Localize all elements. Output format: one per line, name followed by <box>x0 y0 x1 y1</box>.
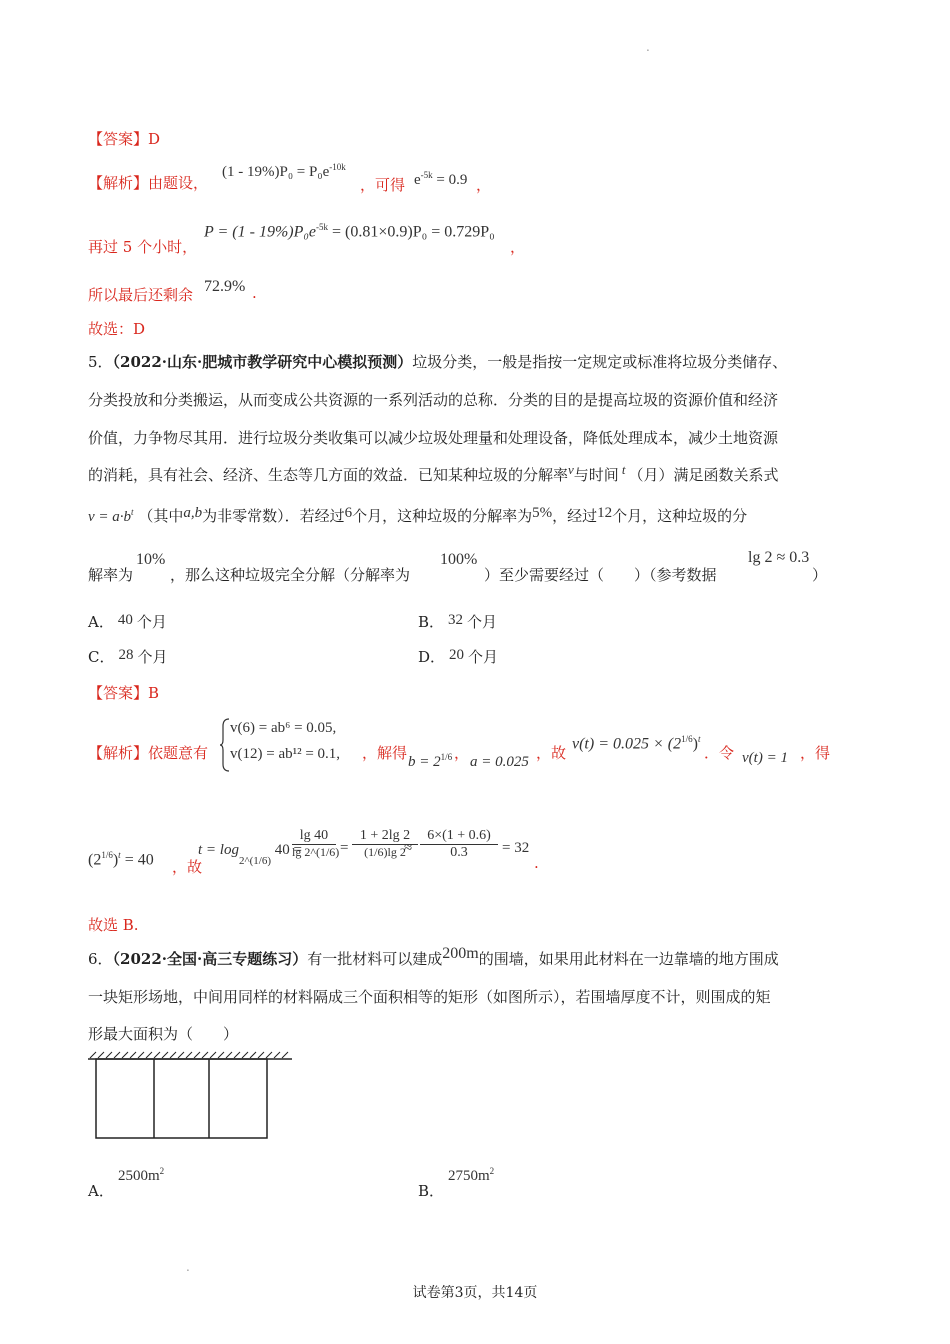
q5-line4c: （月）满足函数关系式 <box>628 466 779 484</box>
q5-result: = 32 <box>502 840 530 856</box>
q5-var-t: t <box>621 462 626 477</box>
q5-line5e: 个月，这种垃圾的分 <box>612 507 748 525</box>
q5-comma: ， <box>454 744 470 762</box>
q4-eq2-rhs: = 0.9 <box>436 172 468 188</box>
q5-end: . <box>534 854 539 872</box>
q6-figure-fence <box>96 1059 267 1138</box>
q5-formula-exp: t <box>131 507 134 517</box>
q5-option-b-val: 32 <box>448 612 464 628</box>
q4-analysis-line <box>88 172 208 193</box>
q5-solve: ，解得 <box>362 744 408 762</box>
q5-five-pct: 5% <box>532 505 553 521</box>
q4-eq3-rhs: = (0.81×0.9)P₀ = 0.729P₀ <box>332 223 495 241</box>
q5-choose: 故选 B. <box>88 916 139 934</box>
q5-option-b-label: B． <box>418 613 445 631</box>
q5-system-eq1: v(6) = ab⁶ = 0.05, <box>230 720 337 736</box>
q5-line6b: ，那么这种垃圾完全分解（分解率为 <box>170 566 411 584</box>
q6-figure <box>88 1050 294 1142</box>
q5-formula: v = a·b <box>88 509 132 525</box>
q5-frac2-num: 1 + 2lg 2 <box>352 828 418 845</box>
q4-can-get: ，可得 <box>360 176 406 194</box>
q6-line1 <box>88 945 779 971</box>
q5-twelve: 12 <box>597 505 613 521</box>
q5-approx: ≈ <box>404 840 413 856</box>
q5-line4a: 的消耗，具有社会、经济、生态等几方面的效益．已知某种垃圾的分解率 <box>88 466 569 484</box>
q5-option-b-unit: 个月 <box>467 613 498 631</box>
q5-a-eq: a = 0.025 <box>470 754 529 770</box>
q5-frac3 <box>420 828 498 861</box>
q5-log-eq <box>198 842 302 867</box>
q4-analysis-label: 【解析】由题设， <box>88 174 209 192</box>
q6-line1b: 的围墙，如果用此材料在一边靠墙的地方围成 <box>478 950 779 968</box>
q5-line5a: （其中 <box>138 507 184 525</box>
q4-eq1-exp: -10k <box>329 162 346 172</box>
q5-therefore: ，故 <box>536 744 567 762</box>
q5-option-c-label: C． <box>88 648 115 666</box>
q5-vt-exp: 1/6 <box>681 734 693 744</box>
q5-system-brace <box>220 718 230 772</box>
q5-option-d-val: 20 <box>449 647 465 663</box>
q5-analysis-label: 【解析】依题意有 <box>88 744 209 762</box>
q5-t-log: t = log <box>198 842 239 858</box>
q5-vt-eq <box>572 734 700 753</box>
q4-period: . <box>252 284 257 302</box>
q6-option-b-label: B． <box>418 1182 445 1200</box>
q6-figure-wall-hatch <box>90 1052 288 1058</box>
q5-vt-t: t <box>697 734 701 744</box>
q5-line1-tail: 垃圾分类，一般是指按一定规定或标准将垃圾分类储存、 <box>412 353 788 371</box>
q4-eq3-main: P = (1 - 19%)P₀e <box>204 223 317 241</box>
q5-six: 6 <box>344 505 353 521</box>
q5-option-a-unit: 个月 <box>136 613 167 631</box>
q5-frac1 <box>292 828 340 860</box>
q6-option-b[interactable] <box>418 1180 444 1201</box>
q5-pow-eq <box>88 850 154 869</box>
q5-line5 <box>88 501 747 528</box>
q6-source: （2022·全国·高三专题练习） <box>112 950 308 968</box>
q5-line3: 价值，力争物尽其用．进行垃圾分类收集可以减少垃圾处理量和处理设备，降低处理成本，减少土地资源 <box>88 429 779 447</box>
q5-option-a[interactable] <box>88 611 167 632</box>
q5-hundred-pct: 100% <box>440 551 478 568</box>
q5-ten-pct: 10% <box>136 551 166 568</box>
q4-eq1 <box>222 162 346 181</box>
q4-eq2 <box>414 170 467 189</box>
q5-vt-one: v(t) = 1 <box>742 750 788 766</box>
q5-var-v: v <box>568 462 574 477</box>
q5-hence: ，故 <box>172 858 203 876</box>
q6-line1a: 有一批材料可以建成 <box>307 950 443 968</box>
q4-eq3 <box>204 222 495 241</box>
q5-ab: a,b <box>183 505 203 521</box>
q6-line2: 一块矩形场地，中间用同样的材料隔成三个面积相等的矩形（如图所示），若围墙厚度不计，则围成的矩 <box>88 988 771 1006</box>
q5-source: （2022·山东·肥城市教学研究中心模拟预测） <box>112 353 413 371</box>
q6-num: 6． <box>88 950 113 968</box>
q4-after5: 再过 5 个小时， <box>88 238 198 256</box>
q5-pow-exp: 1/6 <box>101 850 113 860</box>
q5-system-eq2: v(12) = ab¹² = 0.1, <box>230 746 341 762</box>
q4-eq2-base: e <box>414 172 421 188</box>
q6-option-a-exp: 2 <box>159 1166 165 1176</box>
q5-option-b[interactable] <box>418 611 497 632</box>
q6-option-a-value <box>118 1166 164 1185</box>
q6-line3: 形最大面积为（ ） <box>88 1025 239 1043</box>
q5-b-eq-main: b = 2 <box>408 754 441 770</box>
q6-option-b-val: 2750m <box>448 1168 490 1184</box>
q6-option-a-val: 2500m <box>118 1168 160 1184</box>
q5-line4 <box>88 464 778 487</box>
q5-line4b: 与时间 <box>573 466 619 484</box>
q4-eq1-main: (1 - 19%)P₀ = P₀e <box>222 164 330 180</box>
q5-line5c: 个月，这种垃圾的分解率为 <box>352 507 533 525</box>
q5-line2: 分类投放和分类搬运，从而变成公共资源的一系列活动的总称．分类的目的是提高垃圾的资源价值和经济 <box>88 391 779 409</box>
q5-pow-rhs: = 40 <box>124 851 154 869</box>
q5-vt-eq-main: v(t) = 0.025 × (2 <box>572 735 682 753</box>
q5-option-c-val: 28 <box>118 647 134 663</box>
q5-vt-close: ) <box>692 735 698 753</box>
q6-option-b-exp: 2 <box>489 1166 495 1176</box>
q5-frac2-den: (1/6)lg 2 <box>364 845 406 859</box>
q5-b-eq-exp: 1/6 <box>440 752 453 762</box>
q5-line6 <box>88 564 133 585</box>
q4-eq3-exp: -5k <box>316 222 329 232</box>
q5-get: ，得 <box>800 744 831 762</box>
q5-b-eq <box>408 752 452 771</box>
q5-option-a-label: A． <box>88 613 114 631</box>
q5-option-c-unit: 个月 <box>137 648 168 666</box>
q4-eq2-exp: -5k <box>420 170 433 180</box>
q5-option-d[interactable] <box>418 646 498 667</box>
q6-len: 200m <box>442 945 479 962</box>
q6-option-b-value <box>448 1166 494 1185</box>
q6-option-a-label: A． <box>88 1182 114 1200</box>
bottom-dot: . <box>186 1260 190 1274</box>
q4-remaining-line <box>88 284 193 305</box>
q5-pow-t: t <box>118 850 121 860</box>
q6-option-a[interactable] <box>88 1180 114 1201</box>
q5-option-c[interactable] <box>88 646 168 667</box>
q5-frac3-den: 0.3 <box>450 845 468 860</box>
q4-comma2: ， <box>510 238 526 256</box>
q5-log-base: 2^(1/6) <box>238 855 272 867</box>
q5-num: 5． <box>88 353 113 371</box>
q5-log-arg: 40 = <box>274 842 302 858</box>
q4-remaining-label: 所以最后还剩余 <box>88 286 194 304</box>
q5-option-d-label: D． <box>418 648 446 666</box>
q5-answer: 【答案】B <box>88 684 160 702</box>
q4-comma1: ， <box>476 176 492 194</box>
q5-frac3-num: 6×(1 + 0.6) <box>420 828 498 845</box>
q5-let: ．令 <box>704 744 735 762</box>
q4-answer: 【答案】D <box>88 130 161 148</box>
q5-line6c: ）至少需要经过（ ）（参考数据 <box>484 566 717 584</box>
q5-lg2: lg 2 ≈ 0.3 <box>748 549 810 566</box>
q5-frac1-num: lg 40 <box>292 828 336 845</box>
q5-pow-close: ) <box>112 851 119 869</box>
q5-line1 <box>88 351 787 373</box>
q4-remaining-val: 72.9% <box>204 278 246 295</box>
page-footer: 试卷第3页，共14页 <box>412 1285 538 1301</box>
q5-line5b: 为非零常数）．若经过 <box>202 507 345 525</box>
q5-line6d: ） <box>812 566 828 584</box>
q5-eq-sign1: = <box>340 840 349 856</box>
q4-choose: 故选：D <box>88 320 146 338</box>
top-dot: . <box>646 40 650 54</box>
q5-pow-lhs: (2 <box>88 851 102 869</box>
q5-option-a-val: 40 <box>117 612 133 628</box>
q5-option-d-unit: 个月 <box>468 648 499 666</box>
q5-frac1-den: lg 2^(1/6) <box>292 845 340 859</box>
q5-line6a: 解率为 <box>88 566 134 584</box>
q5-line5d: ，经过 <box>552 507 598 525</box>
